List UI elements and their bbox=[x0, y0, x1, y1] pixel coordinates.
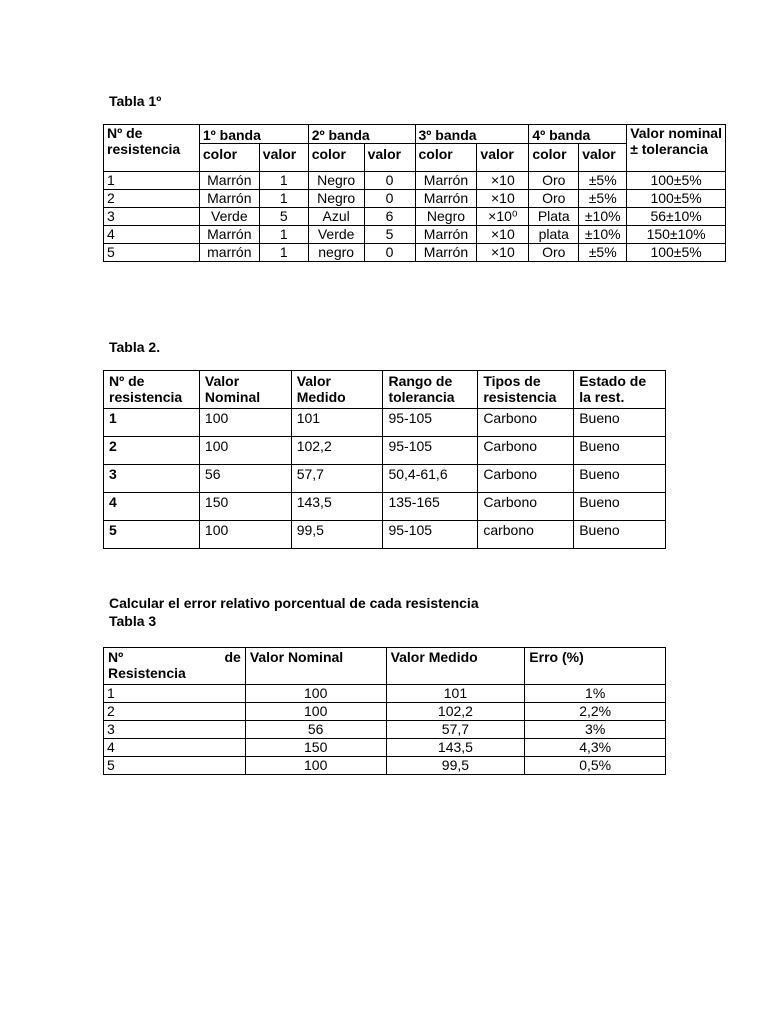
table-cell: 0 bbox=[364, 244, 415, 262]
table2-caption: Tabla 2. bbox=[109, 339, 161, 355]
t3-header-num bbox=[104, 648, 246, 685]
table-cell: 95-105 bbox=[383, 437, 478, 465]
table-cell: 56±10% bbox=[627, 208, 726, 226]
t1-sub-color: color bbox=[308, 144, 364, 172]
table-cell: Negro bbox=[308, 190, 364, 208]
table-cell: 3% bbox=[525, 721, 666, 739]
table-cell: 100 bbox=[199, 437, 291, 465]
table-cell: 56 bbox=[245, 721, 386, 739]
table-cell: Carbono bbox=[478, 409, 574, 437]
table-cell: Marrón bbox=[415, 190, 477, 208]
table-row bbox=[104, 757, 666, 775]
table-cell: 0 bbox=[364, 190, 415, 208]
table-cell: 1 bbox=[259, 190, 308, 208]
table-cell: 100 bbox=[245, 703, 386, 721]
table-cell: 5 bbox=[259, 208, 308, 226]
table-cell: Carbono bbox=[478, 465, 574, 493]
table-cell: marrón bbox=[199, 244, 259, 262]
table-cell: 143,5 bbox=[291, 493, 383, 521]
table-row bbox=[104, 493, 666, 521]
table-cell: 135-165 bbox=[383, 493, 478, 521]
t3-header-num-b: de bbox=[224, 649, 241, 665]
table1-caption: Tabla 1º bbox=[109, 93, 162, 109]
table-row bbox=[104, 172, 726, 190]
table-cell: ×10⁰ bbox=[477, 208, 529, 226]
t3-header-nominal: Valor Nominal bbox=[245, 648, 386, 685]
table2-body bbox=[104, 409, 666, 549]
t1-sub-color: color bbox=[415, 144, 477, 172]
table-row bbox=[104, 190, 726, 208]
table3-intro: Calcular el error relativo porcentual de cada resistencia bbox=[109, 595, 479, 611]
table-cell: 4 bbox=[104, 493, 200, 521]
t1-header-num: Nº de resistencia bbox=[104, 125, 200, 172]
table-cell: ±5% bbox=[579, 190, 627, 208]
t1-sub-color: color bbox=[529, 144, 579, 172]
t1-header-band1: 1º banda bbox=[199, 125, 308, 144]
table-cell: ±5% bbox=[579, 244, 627, 262]
table-header-cell: Valor Medido bbox=[291, 371, 383, 409]
table-cell: Bueno bbox=[574, 493, 666, 521]
table-row bbox=[104, 721, 666, 739]
table-cell: 3 bbox=[104, 465, 200, 493]
table-cell: Bueno bbox=[574, 437, 666, 465]
table-cell: ×10 bbox=[477, 172, 529, 190]
table1 bbox=[103, 124, 726, 262]
table-cell: plata bbox=[529, 226, 579, 244]
table-cell: ×10 bbox=[477, 244, 529, 262]
table-cell: carbono bbox=[478, 521, 574, 549]
table-cell: 1% bbox=[525, 685, 666, 703]
table-cell: Marrón bbox=[199, 172, 259, 190]
table-row bbox=[104, 226, 726, 244]
table-row bbox=[104, 703, 666, 721]
t3-header-error: Erro (%) bbox=[525, 648, 666, 685]
table-cell: 150±10% bbox=[627, 226, 726, 244]
table-cell: Bueno bbox=[574, 521, 666, 549]
table-cell: ±5% bbox=[579, 172, 627, 190]
table-cell: 5 bbox=[364, 226, 415, 244]
table-cell: 100±5% bbox=[627, 190, 726, 208]
table-cell: 1 bbox=[259, 172, 308, 190]
table-cell: 100 bbox=[199, 409, 291, 437]
t1-header-nominal: Valor nominal ± tolerancia bbox=[627, 125, 726, 172]
table-cell: 100 bbox=[199, 521, 291, 549]
table-cell: Oro bbox=[529, 172, 579, 190]
t1-header-band3: 3º banda bbox=[415, 125, 529, 144]
table2-header-row bbox=[104, 371, 666, 409]
t1-sub-color: color bbox=[199, 144, 259, 172]
table-cell: Oro bbox=[529, 190, 579, 208]
table-cell: 0,5% bbox=[525, 757, 666, 775]
table3-caption: Tabla 3 bbox=[109, 613, 157, 629]
table-cell: 100±5% bbox=[627, 244, 726, 262]
table-cell: 143,5 bbox=[386, 739, 525, 757]
table-cell: Oro bbox=[529, 244, 579, 262]
table-cell: 95-105 bbox=[383, 409, 478, 437]
table-cell: 2 bbox=[104, 703, 246, 721]
table-cell: Marrón bbox=[199, 190, 259, 208]
table-header-cell: Tipos de resistencia bbox=[478, 371, 574, 409]
t1-sub-valor: valor bbox=[477, 144, 529, 172]
table-cell: 5 bbox=[104, 521, 200, 549]
table-cell: ×10 bbox=[477, 226, 529, 244]
table-header-cell: Nº de resistencia bbox=[104, 371, 200, 409]
table-cell: 102,2 bbox=[386, 703, 525, 721]
table-cell: 1 bbox=[259, 244, 308, 262]
table-cell: 99,5 bbox=[291, 521, 383, 549]
table-cell: negro bbox=[308, 244, 364, 262]
table-cell: 6 bbox=[364, 208, 415, 226]
table-cell: 3 bbox=[104, 721, 246, 739]
t1-sub-valor: valor bbox=[579, 144, 627, 172]
table-cell: 2,2% bbox=[525, 703, 666, 721]
table-cell: Verde bbox=[308, 226, 364, 244]
table-cell: 5 bbox=[104, 244, 200, 262]
table-cell: 1 bbox=[259, 226, 308, 244]
table-cell: 102,2 bbox=[291, 437, 383, 465]
table-cell: 4 bbox=[104, 226, 200, 244]
t3-header-medido: Valor Medido bbox=[386, 648, 525, 685]
table-cell: 150 bbox=[245, 739, 386, 757]
table-cell: 100 bbox=[245, 685, 386, 703]
table-cell: 5 bbox=[104, 757, 246, 775]
table-cell: 99,5 bbox=[386, 757, 525, 775]
t1-header-band4: 4º banda bbox=[529, 125, 627, 144]
table-cell: Marrón bbox=[415, 226, 477, 244]
t3-header-num-c: Resistencia bbox=[108, 665, 186, 681]
t1-sub-valor: valor bbox=[364, 144, 415, 172]
table-row bbox=[104, 685, 666, 703]
table-cell: 95-105 bbox=[383, 521, 478, 549]
t3-header-num-a: Nº bbox=[108, 649, 124, 665]
table-row bbox=[104, 244, 726, 262]
table-cell: 50,4-61,6 bbox=[383, 465, 478, 493]
table-cell: 2 bbox=[104, 190, 200, 208]
table-cell: 101 bbox=[291, 409, 383, 437]
table-cell: Marrón bbox=[415, 172, 477, 190]
table-cell: 1 bbox=[104, 409, 200, 437]
t1-sub-valor: valor bbox=[259, 144, 308, 172]
table-cell: 1 bbox=[104, 685, 246, 703]
table-cell: ±10% bbox=[579, 208, 627, 226]
table-cell: Carbono bbox=[478, 437, 574, 465]
table-cell: Marrón bbox=[415, 244, 477, 262]
table-cell: 0 bbox=[364, 172, 415, 190]
table3-body bbox=[104, 685, 666, 775]
table-header-cell: Valor Nominal bbox=[199, 371, 291, 409]
table-cell: 4 bbox=[104, 739, 246, 757]
table-row bbox=[104, 208, 726, 226]
table-cell: 100±5% bbox=[627, 172, 726, 190]
table-cell: Verde bbox=[199, 208, 259, 226]
table-cell: Plata bbox=[529, 208, 579, 226]
table-cell: 4,3% bbox=[525, 739, 666, 757]
table-header-cell: Estado de la rest. bbox=[574, 371, 666, 409]
table-header-cell: Rango de tolerancia bbox=[383, 371, 478, 409]
table-cell: Azul bbox=[308, 208, 364, 226]
table-row bbox=[104, 465, 666, 493]
table-row bbox=[104, 521, 666, 549]
table-cell: ×10 bbox=[477, 190, 529, 208]
table-cell: Negro bbox=[415, 208, 477, 226]
table-cell: 101 bbox=[386, 685, 525, 703]
table-cell: 56 bbox=[199, 465, 291, 493]
table1-body bbox=[104, 172, 726, 262]
t1-header-band2: 2º banda bbox=[308, 125, 415, 144]
table-cell: 57,7 bbox=[291, 465, 383, 493]
table-cell: Carbono bbox=[478, 493, 574, 521]
table3 bbox=[103, 647, 666, 775]
table-cell: 1 bbox=[104, 172, 200, 190]
table-row bbox=[104, 739, 666, 757]
table-cell: 2 bbox=[104, 437, 200, 465]
table-cell: 100 bbox=[245, 757, 386, 775]
table2 bbox=[103, 370, 666, 549]
table-cell: Marrón bbox=[199, 226, 259, 244]
table-row bbox=[104, 409, 666, 437]
table-cell: 57,7 bbox=[386, 721, 525, 739]
table-cell: ±10% bbox=[579, 226, 627, 244]
table-cell: Bueno bbox=[574, 465, 666, 493]
table-cell: Bueno bbox=[574, 409, 666, 437]
table-cell: 3 bbox=[104, 208, 200, 226]
table-cell: 150 bbox=[199, 493, 291, 521]
table-row bbox=[104, 437, 666, 465]
table-cell: Negro bbox=[308, 172, 364, 190]
